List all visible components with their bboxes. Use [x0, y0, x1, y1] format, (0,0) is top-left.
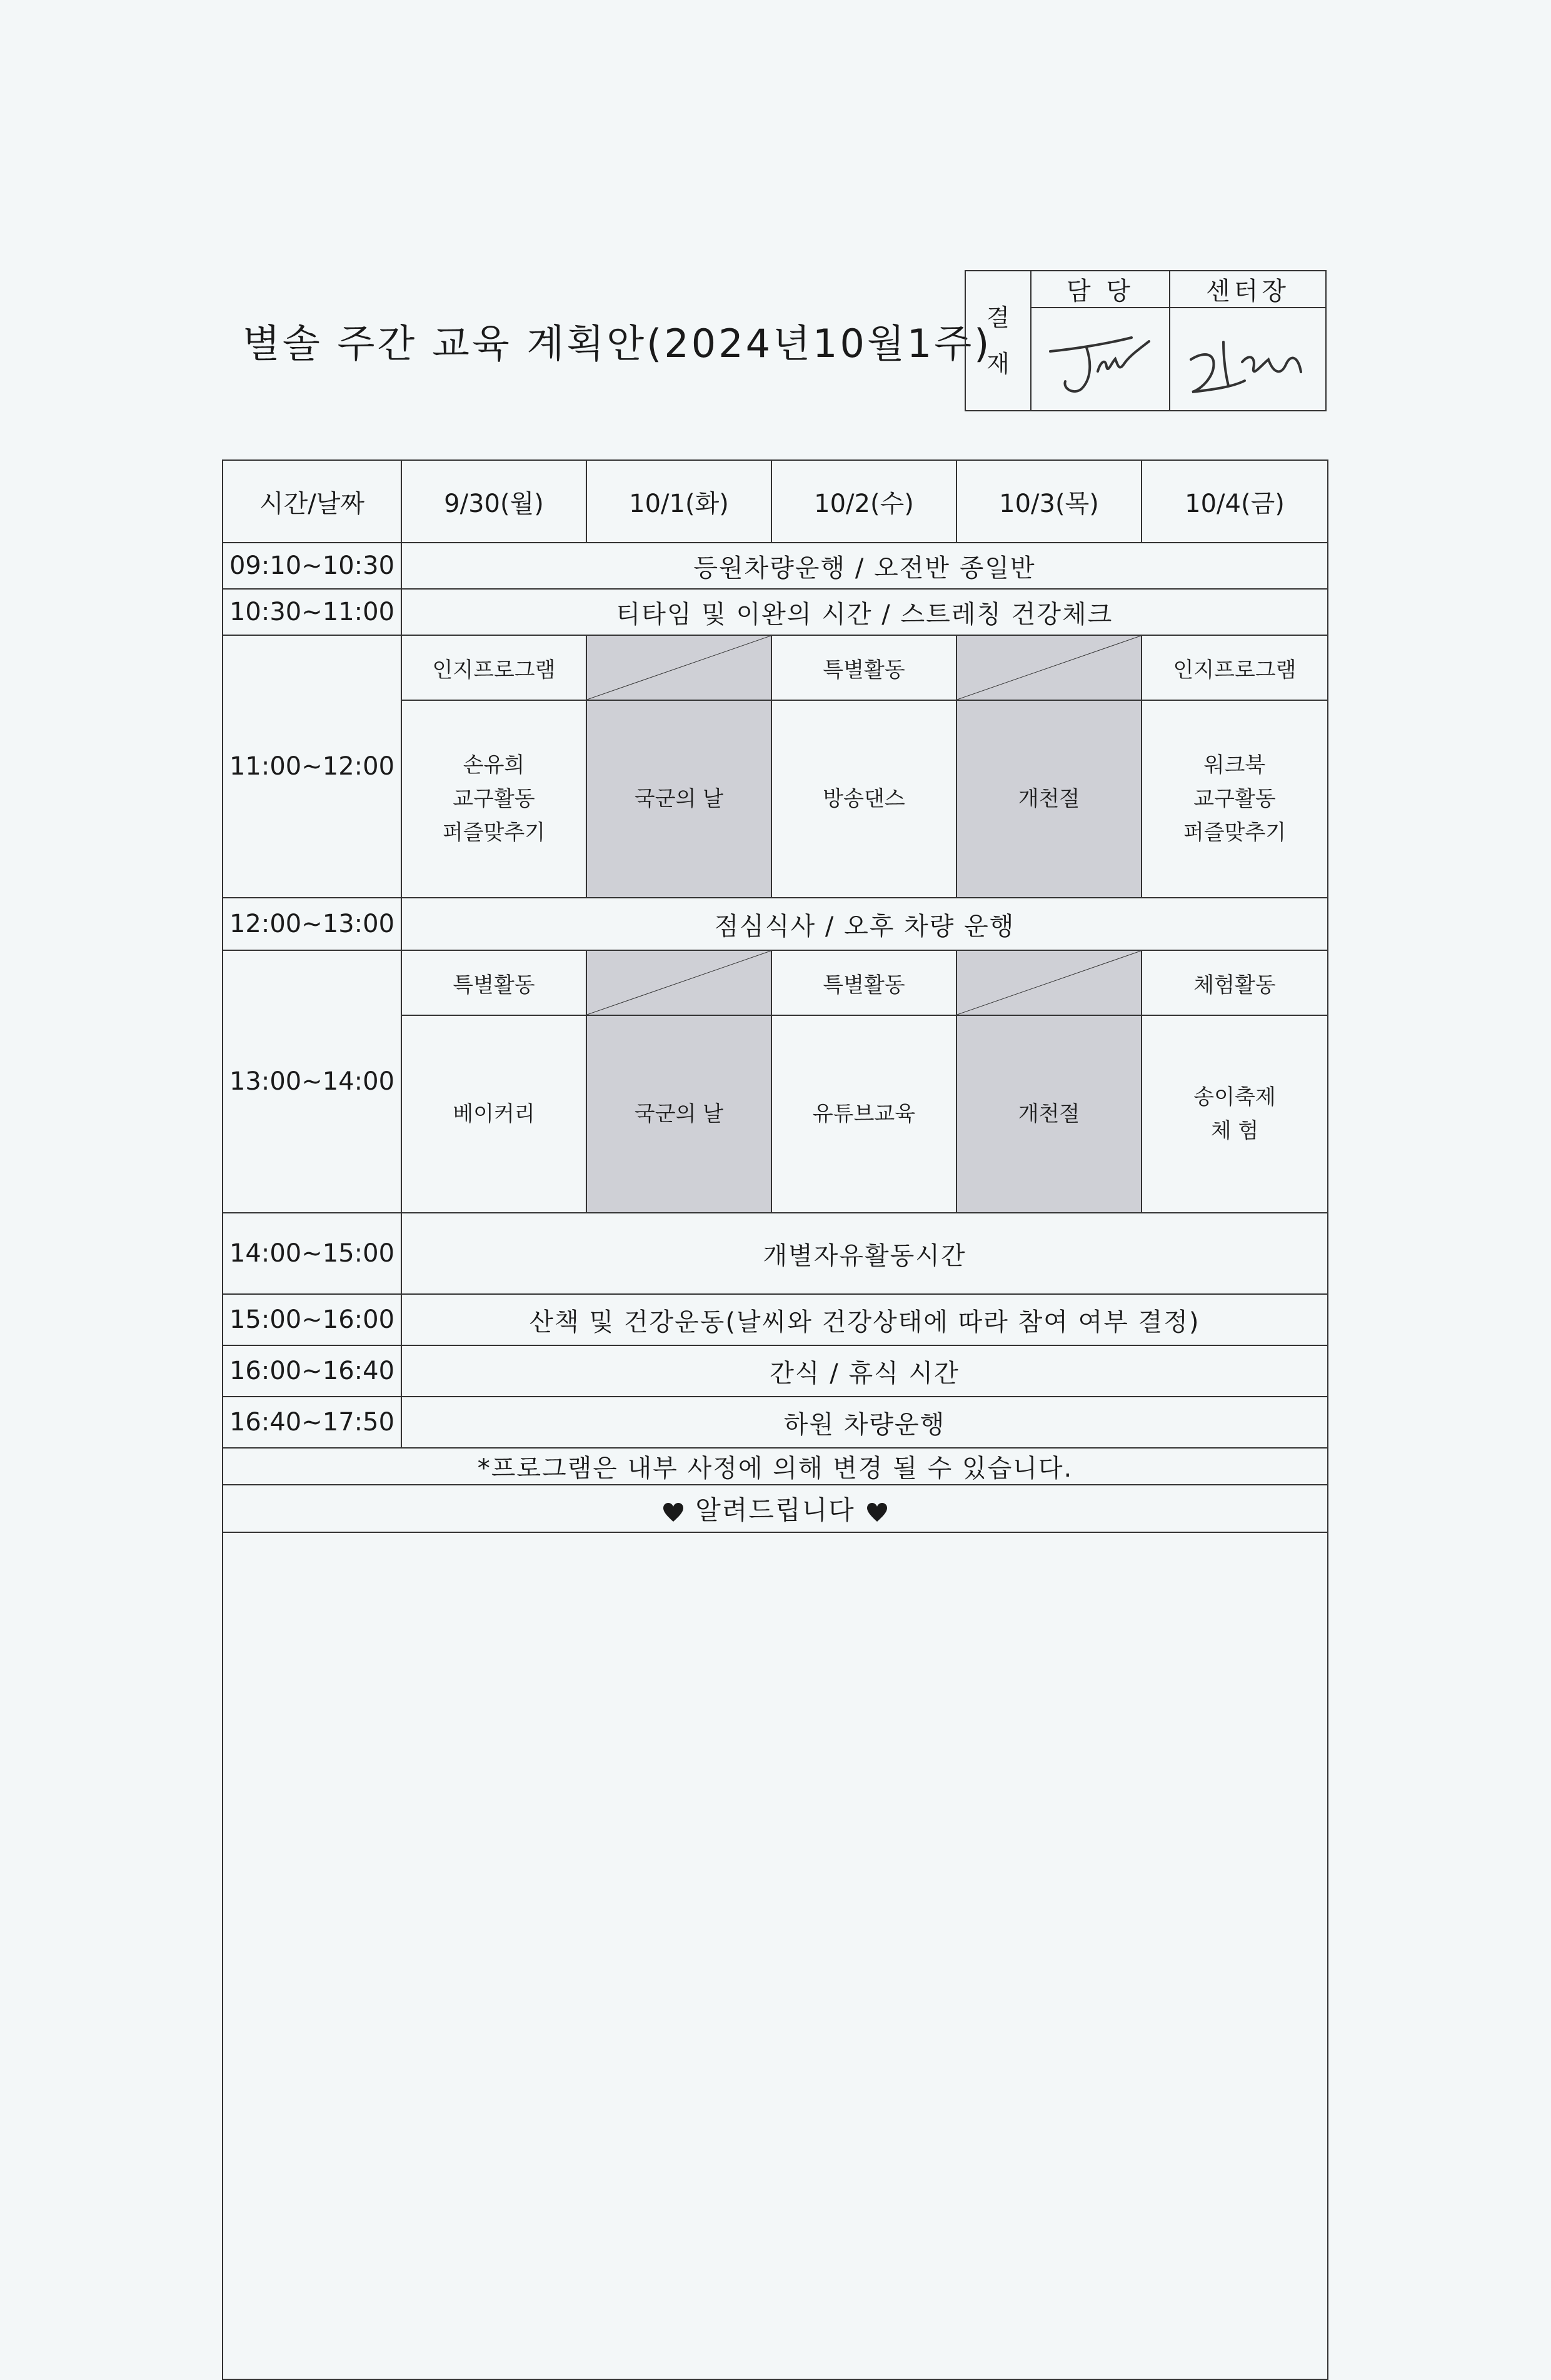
- program-cell-mon: 베이커리: [401, 1015, 586, 1213]
- holiday-cell-tue: 국군의 날: [586, 700, 771, 898]
- program-line: 체 험: [1210, 1118, 1259, 1143]
- approval-label: [965, 271, 1031, 411]
- holiday-diagonal-cell: [586, 950, 771, 1015]
- program-line: 교구활동: [1193, 786, 1276, 811]
- approval-label-top: 결: [986, 304, 1010, 331]
- program-line: 송이축제: [1193, 1085, 1276, 1110]
- activity-cell: 간식 / 휴식 시간: [401, 1345, 1328, 1397]
- day-header-thu: 10/3(목): [956, 460, 1142, 543]
- day-header-wed: 10/2(수): [771, 460, 956, 543]
- category-cell-mon: 인지프로그램: [401, 635, 586, 700]
- time-cell: 11:00~12:00: [223, 635, 401, 898]
- time-cell: 16:00~16:40: [223, 1345, 401, 1397]
- table-row: [223, 589, 1328, 635]
- holiday-diagonal-cell: [956, 635, 1142, 700]
- notice-heading: [223, 1485, 1328, 1532]
- program-cell-wed: 유튜브교육: [771, 1015, 956, 1213]
- table-row: [223, 1345, 1328, 1397]
- notice-row: [223, 1485, 1328, 1532]
- program-line: 퍼즐맞추기: [442, 820, 546, 845]
- table-row: [223, 543, 1328, 589]
- activity-cell: 티타임 및 이완의 시간 / 스트레칭 건강체크: [401, 589, 1328, 635]
- activity-cell: 등원차량운행 / 오전반 종일반: [401, 543, 1328, 589]
- category-cell-fri: 인지프로그램: [1142, 635, 1328, 700]
- notice-body: [223, 1532, 1328, 2379]
- category-cell-mon: 특별활동: [401, 950, 586, 1015]
- heart-icon: [866, 1502, 888, 1522]
- day-header-tue: 10/1(화): [586, 460, 771, 543]
- note-row: [223, 1448, 1328, 1485]
- day-header-fri: 10/4(금): [1142, 460, 1328, 543]
- category-cell-wed: 특별활동: [771, 950, 956, 1015]
- day-header-mon: 9/30(월): [401, 460, 586, 543]
- table-row: [223, 898, 1328, 950]
- change-note: *프로그램은 내부 사정에 의해 변경 될 수 있습니다.: [223, 1448, 1328, 1485]
- schedule-table: [222, 459, 1328, 2380]
- category-cell-wed: 특별활동: [771, 635, 956, 700]
- staff-signature-cell: [1031, 308, 1170, 411]
- approval-staff-header: 담 당: [1031, 271, 1170, 308]
- approval-box: [965, 270, 1327, 411]
- time-cell: 16:40~17:50: [223, 1397, 401, 1448]
- time-cell: 15:00~16:00: [223, 1294, 401, 1345]
- heart-icon: [663, 1502, 684, 1522]
- program-line: 워크북: [1203, 753, 1266, 778]
- activity-cell: 점심식사 / 오후 차량 운행: [401, 898, 1328, 950]
- holiday-diagonal-cell: [956, 950, 1142, 1015]
- program-line: 손유희: [463, 753, 525, 778]
- director-signature: [1176, 316, 1320, 403]
- time-cell: 09:10~10:30: [223, 543, 401, 589]
- holiday-diagonal-cell: [586, 635, 771, 700]
- program-cell-wed: 방송댄스: [771, 700, 956, 898]
- page-title: 별솔 주간 교육 계획안(2024년10월1주): [243, 321, 992, 366]
- activity-cell: 하원 차량운행: [401, 1397, 1328, 1448]
- table-row: [223, 1294, 1328, 1345]
- activity-cell: 산책 및 건강운동(날씨와 건강상태에 따라 참여 여부 결정): [401, 1294, 1328, 1345]
- holiday-cell-thu: 개천절: [956, 1015, 1142, 1213]
- time-cell: 10:30~11:00: [223, 589, 401, 635]
- corner-header: 시간/날짜: [223, 460, 401, 543]
- holiday-cell-thu: 개천절: [956, 700, 1142, 898]
- holiday-cell-tue: 국군의 날: [586, 1015, 771, 1213]
- program-cell-mon: [401, 700, 586, 898]
- table-row: [223, 950, 1328, 1015]
- program-line: 교구활동: [453, 786, 535, 811]
- approval-label-bottom: 재: [986, 350, 1010, 378]
- table-row: [223, 1397, 1328, 1448]
- approval-director-header: 센터장: [1170, 271, 1326, 308]
- staff-signature: [1038, 319, 1163, 400]
- table-row: [223, 1213, 1328, 1294]
- program-cell-fri: [1142, 700, 1328, 898]
- program-line: 퍼즐맞추기: [1183, 820, 1287, 845]
- notice-label: 알려드립니다: [695, 1495, 855, 1525]
- time-cell: 13:00~14:00: [223, 950, 401, 1213]
- time-cell: 12:00~13:00: [223, 898, 401, 950]
- header-row: [223, 460, 1328, 543]
- time-cell: 14:00~15:00: [223, 1213, 401, 1294]
- notice-body-row: [223, 1532, 1328, 2379]
- director-signature-cell: [1170, 308, 1326, 411]
- program-cell-fri: [1142, 1015, 1328, 1213]
- activity-cell: 개별자유활동시간: [401, 1213, 1328, 1294]
- table-row: [223, 635, 1328, 700]
- category-cell-fri: 체험활동: [1142, 950, 1328, 1015]
